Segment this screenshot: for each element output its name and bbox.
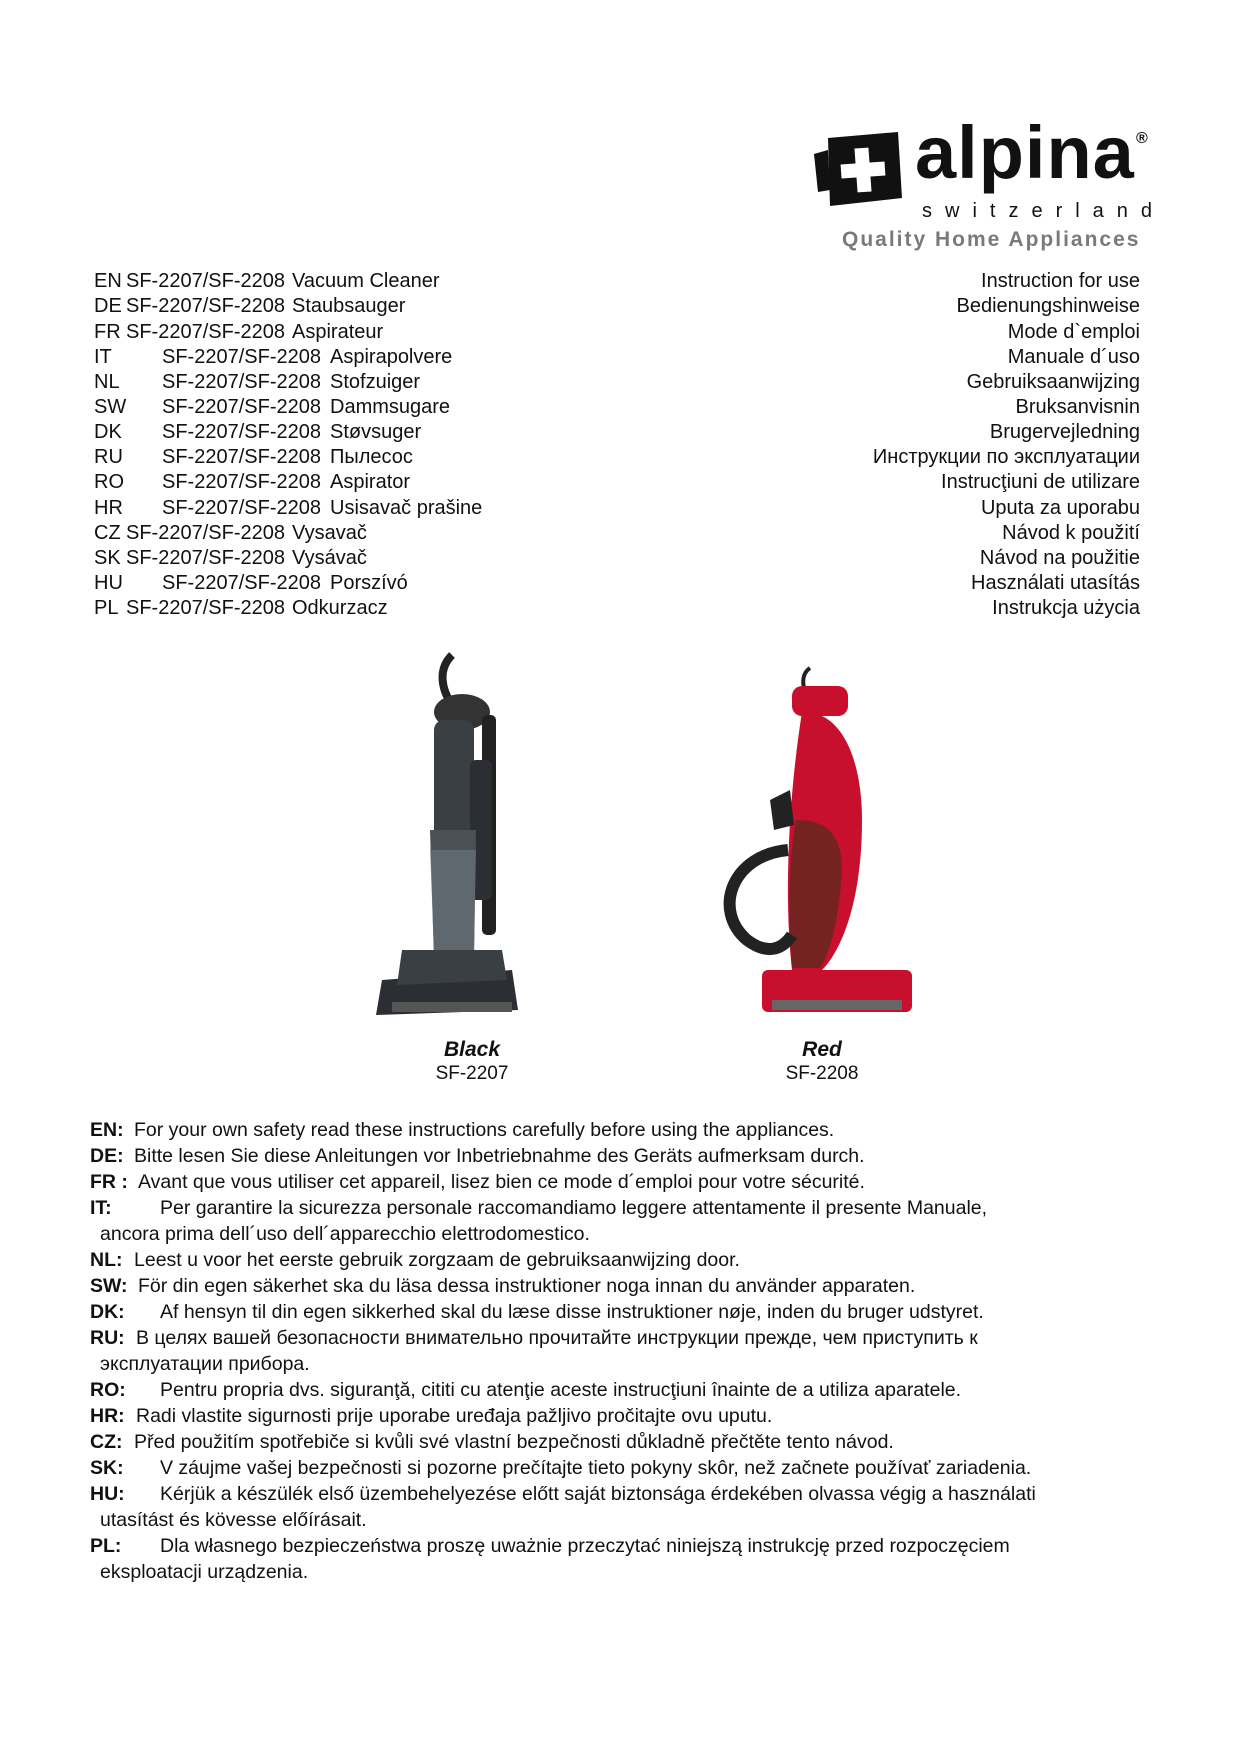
language-code: IT — [94, 346, 112, 368]
product-name: Vysavač — [292, 522, 367, 544]
product-name: Aspirapolvere — [330, 346, 453, 368]
language-label: SK: — [90, 1457, 124, 1479]
language-label: DE: — [90, 1145, 124, 1167]
product-color-label: Red — [802, 1038, 842, 1061]
product-black — [342, 650, 602, 1090]
instruction-title: Návod k použití — [1002, 522, 1140, 544]
safety-text-continued: eksploatacji urządzenia. — [100, 1561, 309, 1583]
product-name: Aspirateur — [292, 321, 384, 343]
language-label: PL: — [90, 1535, 122, 1557]
model-row — [94, 497, 1140, 523]
registered-mark: ® — [1136, 130, 1148, 147]
safety-text: Před použitím spotřebiče si kvůli své vlastní bezpečnosti důkladně přečtěte tento návod. — [134, 1431, 894, 1453]
product-name: Vacuum Cleaner — [292, 270, 440, 292]
language-label: CZ: — [90, 1431, 123, 1453]
model-row — [94, 396, 1140, 422]
safety-text: For your own safety read these instructions carefully before using the appliances. — [134, 1119, 835, 1141]
model-numbers: SF-2207/SF-2208 — [162, 572, 321, 594]
instruction-title: Instrucţiuni de utilizare — [941, 471, 1140, 493]
product-model-number: SF-2207 — [435, 1063, 509, 1084]
model-numbers: SF-2207/SF-2208 — [162, 421, 321, 443]
model-numbers: SF-2207/SF-2208 — [126, 295, 285, 317]
vacuum-red-image — [692, 650, 952, 1030]
model-row — [94, 446, 1140, 472]
model-numbers: SF-2207/SF-2208 — [162, 446, 321, 468]
model-numbers: SF-2207/SF-2208 — [162, 471, 321, 493]
instruction-title: Bedienungshinweise — [956, 295, 1140, 317]
instruction-title: Mode d`emploi — [1007, 321, 1140, 343]
instruction-title: Bruksanvisnin — [1015, 396, 1140, 418]
product-model-number: SF-2208 — [785, 1063, 859, 1084]
safety-text-continued: эксплуатации прибора. — [100, 1353, 310, 1375]
model-numbers: SF-2207/SF-2208 — [126, 522, 285, 544]
safety-text: Per garantire la sicurezza personale raccomandiamo leggere attentamente il presente Manuale, — [160, 1197, 988, 1219]
model-numbers: SF-2207/SF-2208 — [126, 547, 285, 569]
language-code: HR — [94, 497, 123, 519]
safety-text: Dla własnego bezpieczeństwa proszę uważnie przeczytać niniejszą instrukcję przed rozpoczęciem — [160, 1535, 1010, 1557]
language-code: FR — [94, 321, 121, 343]
instruction-title: Gebruiksaanwijzing — [966, 371, 1140, 393]
model-numbers: SF-2207/SF-2208 — [126, 597, 285, 619]
language-code: CZ — [94, 522, 121, 544]
model-row — [94, 471, 1140, 497]
model-numbers: SF-2207/SF-2208 — [162, 346, 321, 368]
product-name: Odkurzacz — [292, 597, 388, 619]
language-label: RO: — [90, 1379, 126, 1401]
product-name: Staubsauger — [292, 295, 406, 317]
instruction-title: Instruction for use — [981, 270, 1140, 292]
model-row — [94, 421, 1140, 447]
safety-text: В целях вашей безопасности внимательно прочитайте инструкции прежде, чем приступить к — [136, 1327, 978, 1349]
brand-name: alpina — [915, 111, 1135, 194]
safety-text: För din egen säkerhet ska du läsa dessa instruktioner noga innan du använder apparaten. — [138, 1275, 916, 1297]
alpina-logo — [810, 111, 1166, 255]
safety-text: V záujme vašej bezpečnosti si pozorne prečítajte tieto pokyny skôr, než začnete používať zariadenia. — [160, 1457, 1032, 1479]
model-row — [94, 547, 1140, 573]
instruction-title: Instrukcja użycia — [992, 597, 1140, 619]
product-color-label: Black — [443, 1038, 501, 1061]
vacuum-black-image — [342, 650, 602, 1030]
product-name: Vysávač — [292, 547, 367, 569]
product-name: Stofzuiger — [330, 371, 421, 393]
model-numbers: SF-2207/SF-2208 — [126, 321, 285, 343]
model-row — [94, 522, 1140, 548]
safety-text: Pentru propria dvs. siguranţă, cititi cu atenţie aceste instrucţiuni înainte de a utiliza aparatele. — [160, 1379, 962, 1401]
language-code: SW — [94, 396, 127, 418]
product-name: Støvsuger — [330, 421, 422, 443]
model-row — [94, 346, 1140, 372]
product-name: Dammsugare — [330, 396, 451, 418]
language-label: DK: — [90, 1301, 125, 1323]
model-numbers: SF-2207/SF-2208 — [126, 270, 285, 292]
safety-text: Bitte lesen Sie diese Anleitungen vor Inbetriebnahme des Geräts aufmerksam durch. — [134, 1145, 865, 1167]
model-numbers: SF-2207/SF-2208 — [162, 396, 321, 418]
language-code: NL — [94, 371, 120, 393]
safety-text: Af hensyn til din egen sikkerhed skal du læse disse instruktioner nøje, inden du bruger udstyret. — [160, 1301, 984, 1323]
product-name: Porszívó — [330, 572, 408, 594]
language-label: SW: — [90, 1275, 128, 1297]
instruction-title: Használati utasítás — [971, 572, 1140, 594]
brand-country: switzerland — [922, 200, 1166, 222]
instruction-title: Brugervejledning — [989, 421, 1140, 443]
brand-tagline: Quality Home Appliances — [842, 228, 1141, 251]
instruction-title: Uputa za uporabu — [980, 497, 1140, 519]
language-label: IT: — [90, 1197, 112, 1219]
safety-text: Leest u voor het eerste gebruik zorgzaam de gebruiksaanwijzing door. — [134, 1249, 740, 1271]
model-row — [94, 597, 1140, 623]
language-code: HU — [94, 572, 123, 594]
language-code: RU — [94, 446, 123, 468]
language-code: PL — [94, 597, 119, 619]
model-row — [94, 270, 1140, 296]
product-name: Пылесос — [330, 446, 413, 468]
language-code: EN — [94, 270, 122, 292]
product-name: Usisavač prašine — [330, 497, 483, 519]
model-row — [94, 295, 1140, 321]
model-row — [94, 572, 1140, 598]
safety-text: Avant que vous utiliser cet appareil, lisez bien ce mode d´emploi pour votre sécurité. — [138, 1171, 865, 1193]
language-label: RU: — [90, 1327, 125, 1349]
instruction-title: Manuale d´uso — [1007, 346, 1140, 368]
model-row — [94, 321, 1140, 347]
language-code: SK — [94, 547, 121, 569]
instruction-title: Инструкции по эксплуатации — [872, 446, 1140, 468]
product-red — [692, 650, 952, 1090]
language-code: RO — [94, 471, 124, 493]
language-code: DE — [94, 295, 122, 317]
language-label: EN: — [90, 1119, 124, 1141]
safety-text-continued: ancora prima dell´uso dell´apparecchio elettrodomestico. — [100, 1223, 590, 1245]
language-code: DK — [94, 421, 122, 443]
instruction-title: Návod na použitie — [979, 547, 1140, 569]
language-label: NL: — [90, 1249, 123, 1271]
swiss-cross-icon — [810, 128, 906, 210]
language-label: HR: — [90, 1405, 125, 1427]
safety-text-continued: utasítást és kövesse előírásait. — [100, 1509, 367, 1531]
product-name: Aspirator — [330, 471, 411, 493]
safety-text: Radi vlastite sigurnosti prije uporabe uređaja pažljivo pročitajte ovu uputu. — [136, 1405, 773, 1427]
product-images — [0, 650, 1241, 1090]
language-label: FR : — [90, 1171, 128, 1193]
model-row — [94, 371, 1140, 397]
model-numbers: SF-2207/SF-2208 — [162, 371, 321, 393]
model-numbers: SF-2207/SF-2208 — [162, 497, 321, 519]
language-label: HU: — [90, 1483, 125, 1505]
safety-text: Kérjük a készülék első üzembehelyezése előtt saját biztonsága érdekében olvassa végig a használati — [160, 1483, 1036, 1505]
